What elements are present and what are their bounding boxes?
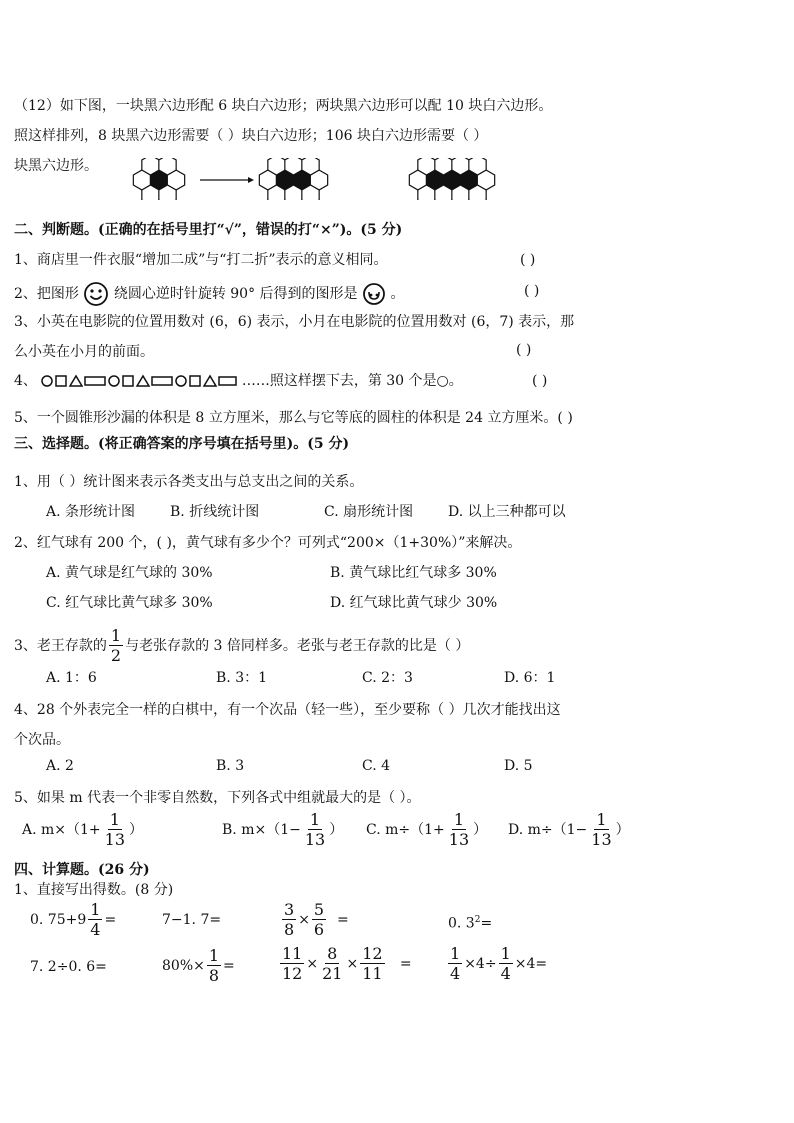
r2c4-a-den: 4 (450, 964, 461, 983)
s3-q4-line2: 个次品。 (14, 732, 70, 748)
opt-b-num: 1 (309, 810, 321, 829)
s3-q3-opt-c: C. 2：3 (362, 670, 413, 686)
section3-title: 三、选择题。(将正确答案的序号填在括号里)。(5 分) (14, 436, 350, 452)
r1c3-op: × (298, 912, 310, 928)
r1c1-den: 4 (90, 920, 101, 939)
r2c4-a-num: 1 (450, 944, 461, 963)
r2c4-fraction-a (448, 946, 462, 982)
r2c2-pre: 80%× (162, 958, 205, 974)
r2c3-op-1: × (306, 956, 319, 972)
s3-q1: 1、用（ ）统计图来表示各类支出与总支出之间的关系。 (14, 474, 364, 490)
r1c3-a-den: 8 (284, 920, 295, 939)
calc-r2c3 (278, 944, 412, 984)
smiley-face-icon (83, 281, 109, 307)
r2c3-post: = (399, 956, 412, 972)
q12-line1: （12）如下图，一块黑六边形配 6 块白六边形；两块黑六边形可以配 10 块白六边形。 (14, 98, 553, 114)
r2c4-mid: ×4÷ (464, 956, 497, 972)
section4-title: 四、计算题。(26 分) (14, 862, 150, 878)
r2c3-fraction-2 (320, 946, 344, 982)
hexagon-pattern-figure (130, 158, 510, 200)
calc-r2c4 (446, 944, 547, 984)
r2c3-2-den: 21 (322, 964, 343, 983)
s2-q2-end: 。 (390, 286, 405, 302)
r2c2-num: 1 (208, 946, 220, 965)
r2c3-fraction-1 (280, 946, 304, 982)
opt-b-den: 13 (304, 830, 326, 849)
hexagon-group-one (133, 158, 184, 200)
section2-title: 二、判断题。(正确的在括号里打“√”，错误的打“×”)。(5 分) (14, 222, 403, 238)
r2c3-2-num: 8 (327, 944, 338, 963)
r2c4-post: ×4= (514, 956, 548, 972)
opt-d-fraction (589, 812, 613, 848)
s3-q3-opt-b: B. 3：1 (216, 670, 268, 686)
r1c1-num: 1 (90, 900, 101, 919)
s3-q5-opt-a (22, 812, 143, 848)
r2c2-post: = (223, 958, 235, 974)
r1c1-pre: 0. 75+9 (30, 912, 87, 928)
s2-q2-pre: 2、把图形 (14, 286, 79, 302)
r2c4-b-num: 1 (500, 944, 511, 963)
opt-d-post: ） (615, 822, 630, 838)
r1c4-post: = (480, 915, 493, 932)
s2-q5: 5、一个圆锥形沙漏的体积是 8 立方厘米，那么与它等底的圆柱的体积是 24 立方厘米。( ) (14, 410, 573, 426)
s2-q3-line1: 3、小英在电影院的位置用数对 (6，6) 表示，小月在电影院的位置用数对 (6，7) 表示，那 (14, 314, 575, 330)
rotated-face-icon (362, 282, 386, 306)
s3-q3-fraction (109, 628, 123, 664)
s2-q4-pre: 4、 (14, 373, 37, 389)
s3-q2-opt-b: B. 黄气球比红气球多 30% (330, 565, 497, 581)
s3-q2-opt-d: D. 红气球比黄气球少 30% (330, 595, 498, 611)
q12-line3: 块黑六边形。 (14, 158, 98, 174)
opt-d-pre: D. m÷（1− (508, 822, 588, 838)
hexagon-group-three (409, 158, 494, 200)
s3-q3-pre: 3、老王存款的 (14, 638, 107, 654)
s2-q2-paren: ( ) (524, 283, 540, 299)
calc-r1c4 (448, 910, 492, 934)
r2c3-1-num: 11 (282, 944, 303, 963)
s3-q1-opt-a: A. 条形统计图 (46, 504, 136, 520)
s2-q1: 1、商店里一件衣服“增加二成”与“打二折”表示的意义相同。 (14, 252, 388, 268)
opt-b-fraction (303, 812, 327, 848)
r2c3-3-den: 11 (362, 964, 383, 983)
s2-q4-paren: ( ) (532, 373, 548, 389)
s2-q3-line2: 么小英在小月的前面。 (14, 344, 154, 360)
r1c3-fraction-b (312, 902, 326, 938)
r1c3-a-num: 3 (284, 900, 295, 919)
opt-a-den: 13 (104, 830, 126, 849)
s3-q5-opt-d (508, 812, 630, 848)
s2-q1-paren: ( ) (520, 252, 536, 268)
opt-a-num: 1 (109, 810, 120, 829)
s3-q1-opt-b: B. 折线统计图 (170, 504, 260, 520)
s3-q3-opt-d: D. 6：1 (504, 670, 556, 686)
r2c4-b-den: 4 (500, 964, 511, 983)
calc-r1c3 (280, 902, 349, 938)
opt-c-pre: C. m÷（1+ (366, 822, 445, 838)
r1c1-post: = (104, 912, 117, 928)
r2c3-3-num: 12 (362, 944, 383, 963)
s3-q3-den: 2 (110, 646, 122, 665)
calc-r2c2 (162, 948, 235, 984)
r1c1-fraction (88, 902, 102, 938)
s4-sub1: 1、直接写出得数。(8 分) (14, 882, 174, 898)
s3-q4-opt-c: C. 4 (362, 758, 391, 774)
shape-sequence-icon (41, 374, 237, 388)
calc-r2c1: 7. 2÷0. 6= (30, 959, 107, 975)
s2-q4 (14, 371, 463, 391)
s2-q4-post: ……照这样摆下去，第 30 个是○。 (241, 373, 463, 389)
r2c3-op-2: × (346, 956, 359, 972)
opt-c-fraction (447, 812, 471, 848)
r2c2-fraction (207, 948, 221, 984)
s3-q3 (14, 628, 469, 664)
opt-c-post: ） (473, 822, 488, 838)
s3-q2-opt-a: A. 黄气球是红气球的 30% (46, 565, 213, 581)
r1c3-fraction-a (282, 902, 296, 938)
r1c4-exp: 2 (474, 915, 481, 925)
opt-a-pre: A. m×（1+ (22, 822, 101, 838)
r1c3-b-den: 6 (313, 920, 325, 939)
opt-c-num: 1 (453, 810, 465, 829)
s2-q3-paren: ( ) (516, 342, 532, 358)
opt-b-pre: B. m×（1− (222, 822, 301, 838)
s3-q3-num: 1 (110, 626, 122, 645)
r2c3-1-den: 12 (282, 964, 303, 983)
s3-q2-opt-c: C. 红气球比黄气球多 30% (46, 595, 213, 611)
q12-line2: 照这样排列，8 块黑六边形需要（ ）块白六边形；106 块白六边形需要（ ） (14, 128, 488, 144)
s2-q2 (14, 281, 404, 307)
opt-a-fraction (103, 812, 127, 848)
r1c3-post: = (337, 912, 349, 928)
opt-d-num: 1 (596, 810, 607, 829)
opt-a-post: ） (129, 822, 144, 838)
r2c2-den: 8 (208, 966, 220, 985)
calc-r1c1 (30, 902, 116, 938)
s3-q5: 5、如果 m 代表一个非零自然数，下列各式中组就最大的是（ ）。 (14, 790, 421, 806)
s3-q5-opt-c (366, 812, 487, 848)
s3-q1-opt-c: C. 扇形统计图 (324, 504, 414, 520)
opt-c-den: 13 (448, 830, 470, 849)
s3-q5-opt-b (222, 812, 343, 848)
r1c3-b-num: 5 (313, 900, 325, 919)
s3-q1-opt-d: D. 以上三种都可以 (448, 504, 566, 520)
s3-q4-opt-b: B. 3 (216, 758, 245, 774)
calc-r1c2: 7−1. 7= (162, 912, 222, 928)
r2c4-fraction-b (499, 946, 513, 982)
s3-q3-post: 与老张存款的 3 倍同样多。老张与老王存款的比是（ ） (125, 638, 470, 654)
r1c4-base: 0. 3 (448, 915, 475, 932)
hexagon-group-two (259, 158, 327, 200)
s3-q4-opt-a: A. 2 (46, 758, 74, 774)
s3-q4-opt-d: D. 5 (504, 758, 533, 774)
s3-q4-line1: 4、28 个外表完全一样的白棋中，有一个次品（轻一些），至少要称（ ）几次才能找出这 (14, 702, 561, 718)
s3-q3-opt-a: A. 1：6 (46, 670, 97, 686)
s3-q2: 2、红气球有 200 个，( )，黄气球有多少个？可列式“200×（1+30%）”来解决。 (14, 535, 522, 551)
opt-d-den: 13 (591, 830, 612, 849)
opt-b-post: ） (329, 822, 344, 838)
r2c3-fraction-3 (360, 946, 384, 982)
s2-q2-mid: 绕圆心逆时针旋转 90° 后得到的图形是 (113, 286, 358, 302)
